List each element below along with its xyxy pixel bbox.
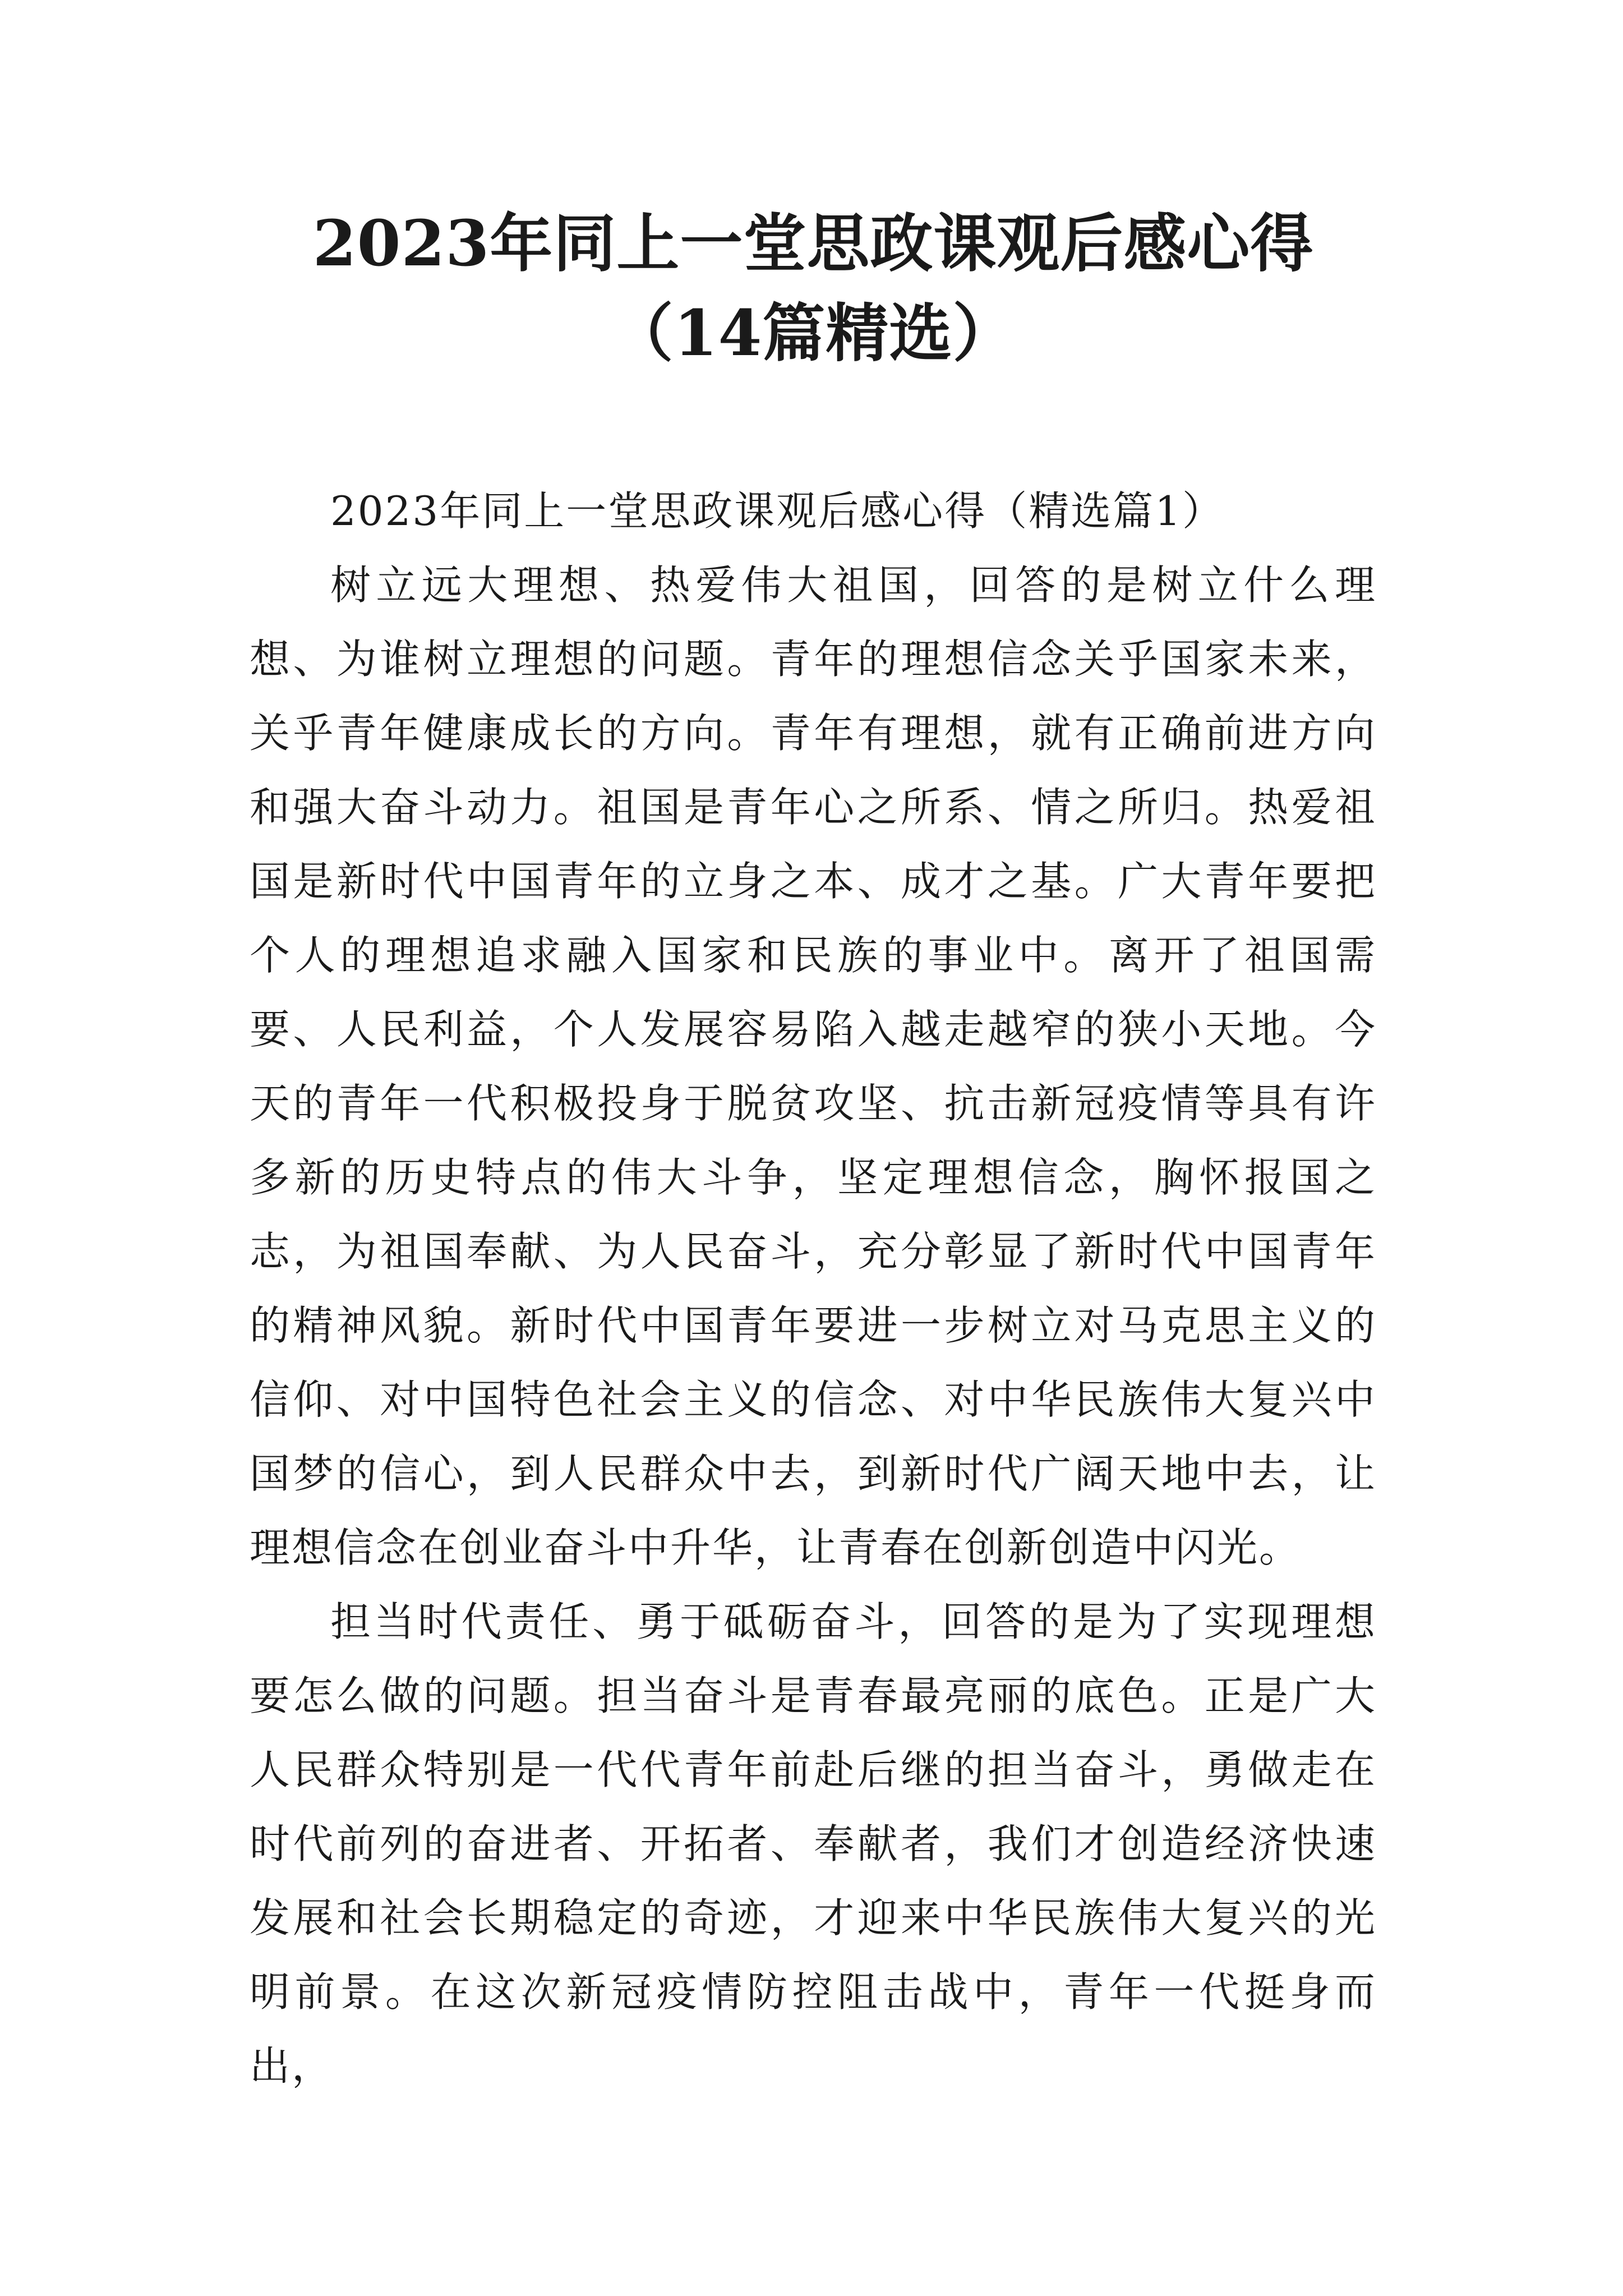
document-body (250, 474, 1377, 2103)
document-title: 2023年同上一堂思政课观后感心得（14篇精选） (312, 207, 1314, 370)
body-paragraph-1: 树立远大理想、热爱伟大祖国，回答的是树立什么理想、为谁树立理想的问题。青年的理想信念关乎国家未来，关乎青年健康成长的方向。青年有理想，就有正确前进方向和强大奋斗动力。祖国是青年心之所系、情之所归。热爱祖国是新时代中国青年的立身之本、成才之基。广大青年要把个人的理想追求融入国家和民族的事业中。离开了祖国需要、人民利益，个人发展容易陷入越走越窄的狭小天地。今天的青年一代积极投身于脱贫攻坚、抗击新冠疫情等具有许多新的历史特点的伟大斗争，坚定理想信念，胸怀报国之志，为祖国奉献、为人民奋斗，充分彰显了新时代中国青年的精神风貌。新时代中国青年要进一步树立对马克思主义的信仰、对中国特色社会主义的信念、对中华民族伟大复兴中国梦的信心，到人民群众中去，到新时代广阔天地中去，让理想信念在创业奋斗中升华，让青春在创新创造中闪光。 (250, 562, 1377, 1571)
body-paragraph-2: 担当时代责任、勇于砥砺奋斗，回答的是为了实现理想要怎么做的问题。担当奋斗是青春最亮丽的底色。正是广大人民群众特别是一代代青年前赴后继的担当奋斗，勇做走在时代前列的奋进者、开拓者、奉献者，我们才创造经济快速发展和社会长期稳定的奇迹，才迎来中华民族伟大复兴的光明前景。在这次新冠疫情防控阻击战中，青年一代挺身而出， (250, 1598, 1377, 2090)
section-heading: 2023年同上一堂思政课观后感心得（精选篇1） (330, 487, 1225, 535)
